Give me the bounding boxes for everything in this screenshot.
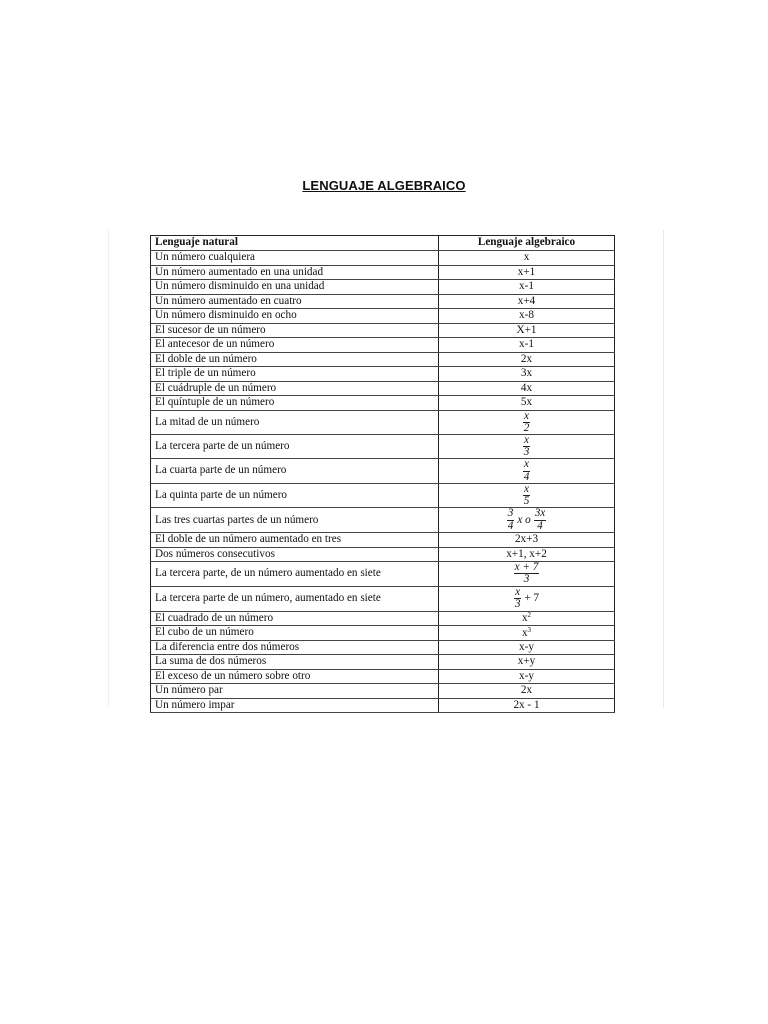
natural-language-cell: El antecesor de un número <box>151 338 439 353</box>
fraction-numerator: x + 7 <box>514 561 539 574</box>
table-row <box>151 547 615 562</box>
fraction-numerator: x <box>524 410 529 422</box>
natural-language-cell: Un número aumentado en una unidad <box>151 265 439 280</box>
natural-language-cell: La mitad de un número <box>151 410 439 434</box>
table-row <box>151 323 615 338</box>
table-row <box>151 410 615 434</box>
algebraic-expression-cell: x <box>439 251 615 266</box>
algebraic-expression-cell: 5x <box>439 396 615 411</box>
table-header-row <box>151 236 615 251</box>
natural-language-cell: Un número aumentado en cuatro <box>151 294 439 309</box>
algebraic-expression-cell: x+1, x+2 <box>439 547 615 562</box>
table-row <box>151 626 615 641</box>
natural-language-cell: La tercera parte, de un número aumentado en siete <box>151 562 439 586</box>
table-row <box>151 655 615 670</box>
natural-language-cell: El cuadrado de un número <box>151 611 439 626</box>
fraction <box>523 484 531 507</box>
algebraic-expression-cell: x-1 <box>439 338 615 353</box>
fraction <box>514 587 522 610</box>
fraction-numerator: x <box>524 458 529 471</box>
algebraic-expression-cell <box>439 562 615 586</box>
power-base: x <box>521 626 528 639</box>
table-row <box>151 265 615 280</box>
natural-language-cell: El cuádruple de un número <box>151 381 439 396</box>
natural-language-cell: El doble de un número aumentado en tres <box>151 533 439 548</box>
fraction-numerator: x <box>524 434 529 446</box>
table-row <box>151 669 615 684</box>
natural-language-cell: El cubo de un número <box>151 626 439 641</box>
expression-connector: x o <box>517 513 531 526</box>
algebraic-expression-cell <box>439 626 615 641</box>
table-row <box>151 533 615 548</box>
algebraic-language-table <box>150 235 615 713</box>
table-row <box>151 381 615 396</box>
table-row <box>151 434 615 458</box>
fraction <box>534 508 547 531</box>
algebraic-expression-cell <box>439 586 615 611</box>
natural-language-cell: La tercera parte de un número, aumentado en siete <box>151 586 439 611</box>
algebraic-expression-cell: x+4 <box>439 294 615 309</box>
natural-language-cell: El exceso de un número sobre otro <box>151 669 439 684</box>
table-row <box>151 294 615 309</box>
table-row <box>151 684 615 699</box>
fraction <box>523 435 531 458</box>
table-row <box>151 338 615 353</box>
table-row <box>151 352 615 367</box>
fraction-denominator: 3 <box>514 598 521 611</box>
header-natural-language: Lenguaje natural <box>151 236 439 251</box>
fraction-denominator: 4 <box>507 519 514 532</box>
algebraic-expression-cell: 2x <box>439 352 615 367</box>
algebraic-expression-cell: x-8 <box>439 309 615 324</box>
fraction-numerator: x <box>515 586 521 598</box>
algebraic-expression-cell <box>439 434 615 458</box>
algebraic-expression-cell <box>439 483 615 507</box>
algebraic-expression-cell: x+y <box>439 655 615 670</box>
fraction-numerator: 3 <box>507 507 514 520</box>
table-row <box>151 459 615 483</box>
fraction <box>514 562 540 585</box>
table-row <box>151 483 615 507</box>
algebraic-expression-cell: 3x <box>439 367 615 382</box>
fraction-denominator: 4 <box>537 519 543 532</box>
table-row <box>151 280 615 295</box>
table-row <box>151 508 615 533</box>
natural-language-cell: El quíntuple de un número <box>151 396 439 411</box>
natural-language-cell: Un número disminuido en ocho <box>151 309 439 324</box>
natural-language-cell: El doble de un número <box>151 352 439 367</box>
algebraic-expression-cell: 2x+3 <box>439 533 615 548</box>
table-row <box>151 586 615 611</box>
table-row <box>151 611 615 626</box>
algebraic-expression-cell <box>439 459 615 483</box>
table-row <box>151 396 615 411</box>
document-title: LENGUAJE ALGEBRAICO <box>302 178 466 193</box>
natural-language-cell: La suma de dos números <box>151 655 439 670</box>
algebraic-expression-cell: 2x <box>439 684 615 699</box>
fraction <box>523 459 531 482</box>
fraction <box>507 508 515 531</box>
fraction-denominator: 4 <box>523 470 530 483</box>
table-row <box>151 562 615 586</box>
natural-language-cell: El sucesor de un número <box>151 323 439 338</box>
fraction <box>523 411 531 434</box>
algebraic-expression-cell <box>439 410 615 434</box>
algebraic-expression-cell <box>439 508 615 533</box>
natural-language-cell: Dos números consecutivos <box>151 547 439 562</box>
algebraic-expression-cell: x+1 <box>439 265 615 280</box>
natural-language-cell: La cuarta parte de un número <box>151 459 439 483</box>
table-row <box>151 640 615 655</box>
natural-language-cell: El triple de un número <box>151 367 439 382</box>
table-row <box>151 698 615 713</box>
table-body <box>151 251 615 713</box>
fraction-numerator: x <box>524 483 529 495</box>
fraction-denominator: 2 <box>523 421 530 434</box>
algebraic-expression-cell <box>439 611 615 626</box>
fraction-numerator: 3x <box>534 507 546 520</box>
algebraic-expression-cell: 2x - 1 <box>439 698 615 713</box>
algebraic-expression-cell: x-y <box>439 640 615 655</box>
natural-language-cell: Un número impar <box>151 698 439 713</box>
power-base: x <box>521 612 528 625</box>
natural-language-cell: La quinta parte de un número <box>151 483 439 507</box>
power-exponent: 3 <box>527 625 532 634</box>
fraction-denominator: 3 <box>523 446 530 459</box>
expression-suffix: + 7 <box>524 592 540 605</box>
algebraic-expression-cell: X+1 <box>439 323 615 338</box>
natural-language-cell: La diferencia entre dos números <box>151 640 439 655</box>
algebraic-expression-cell: x-y <box>439 669 615 684</box>
natural-language-cell: Las tres cuartas partes de un número <box>151 508 439 533</box>
table-row <box>151 367 615 382</box>
fraction-denominator: 5 <box>523 494 530 507</box>
natural-language-cell: La tercera parte de un número <box>151 434 439 458</box>
natural-language-cell: Un número par <box>151 684 439 699</box>
fraction-denominator: 3 <box>523 573 530 586</box>
natural-language-cell: Un número disminuido en una unidad <box>151 280 439 295</box>
natural-language-cell: Un número cualquiera <box>151 251 439 266</box>
table-row <box>151 309 615 324</box>
algebraic-expression-cell: 4x <box>439 381 615 396</box>
table-row <box>151 251 615 266</box>
algebraic-expression-cell: x-1 <box>439 280 615 295</box>
header-algebraic-language: Lenguaje algebraico <box>439 236 615 251</box>
power-exponent: 2 <box>527 611 532 620</box>
